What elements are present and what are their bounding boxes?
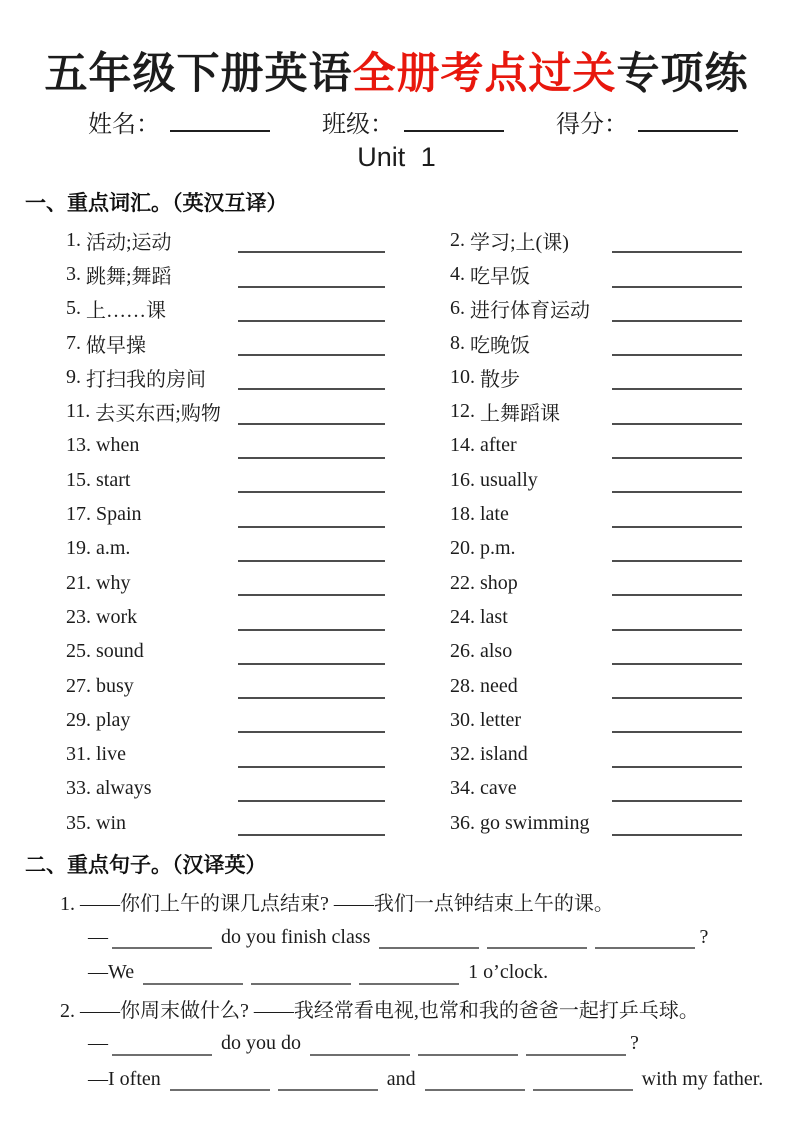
- vocab-item: [450, 360, 766, 394]
- vocab-item-term: shop: [480, 571, 518, 594]
- vocab-item-term: last: [480, 605, 508, 628]
- answer-blank-line: [112, 1038, 212, 1056]
- doc-title-highlight: 全册考点过关: [352, 50, 617, 98]
- vocab-item: [66, 223, 386, 257]
- answer-text: —: [88, 925, 108, 948]
- vocab-answer-blank-line: [612, 491, 742, 493]
- vocab-answer-blank-line: [612, 457, 742, 459]
- vocab-item-number: 3.: [66, 262, 81, 285]
- vocab-item: [66, 394, 386, 428]
- vocab-item: [66, 669, 386, 703]
- name-blank-line: [170, 116, 270, 132]
- answer-blank-line: [595, 931, 695, 949]
- vocab-answer-blank-line: [612, 663, 742, 665]
- vocab-answer-blank-line: [238, 526, 385, 528]
- vocab-item-term: 学习;上(课): [470, 231, 569, 254]
- vocab-item-term: island: [480, 743, 528, 766]
- vocab-item-term: usually: [480, 468, 538, 491]
- vocab-answer-blank-line: [612, 731, 742, 733]
- vocab-item-number: 36.: [450, 811, 475, 834]
- vocab-item-number: 7.: [66, 331, 81, 354]
- vocab-item-number: 18.: [450, 503, 475, 526]
- vocab-item: [450, 463, 766, 497]
- question-prompt-text: 1. ——你们上午的课几点结束? ——我们一点钟结束上午的课。: [60, 893, 614, 916]
- unit-title: Unit 1: [357, 142, 436, 172]
- vocab-item-number: 2.: [450, 228, 465, 251]
- answer-text: ?: [630, 1032, 639, 1055]
- vocab-item-term: 上舞蹈课: [480, 403, 560, 426]
- vocab-item-number: 23.: [66, 605, 91, 628]
- score-blank-line: [638, 116, 738, 132]
- vocab-item-number: 33.: [66, 777, 91, 800]
- vocab-item-number: 34.: [450, 777, 475, 800]
- vocab-answer-blank-line: [612, 423, 742, 425]
- vocab-answer-blank-line: [238, 834, 385, 836]
- vocab-item: [66, 257, 386, 291]
- vocab-section-heading: 一、重点词汇。（英汉互译）: [25, 192, 288, 215]
- vocab-item: [66, 326, 386, 360]
- doc-title: [0, 40, 793, 101]
- vocab-item: [450, 292, 766, 326]
- vocab-item-term: when: [96, 434, 140, 457]
- question-prompt: [60, 991, 787, 1027]
- vocab-item-number: 10.: [450, 365, 475, 388]
- vocab-item-number: 28.: [450, 674, 475, 697]
- answer-blank-line: [418, 1038, 518, 1056]
- answer-line: [88, 955, 787, 991]
- answer-text: ?: [699, 925, 709, 948]
- vocab-item: [450, 772, 766, 806]
- vocab-item-term: busy: [96, 674, 134, 697]
- answer-blank-line: [379, 931, 479, 949]
- vocab-item-number: 14.: [450, 434, 475, 457]
- answer-line: [88, 1026, 787, 1062]
- vocab-item: [66, 429, 386, 463]
- score-label: 得分：: [556, 112, 628, 138]
- vocab-item: [450, 532, 766, 566]
- vocab-item-term: 做早操: [86, 334, 146, 357]
- vocab-item: [450, 600, 766, 634]
- vocab-item-term: 吃晚饭: [470, 334, 530, 357]
- vocab-item-number: 11.: [66, 400, 91, 423]
- vocab-item-number: 22.: [450, 571, 475, 594]
- vocab-answer-blank-line: [238, 423, 385, 425]
- vocab-item: [66, 566, 386, 600]
- class-label: 班级：: [322, 112, 394, 138]
- vocab-item-term: 跳舞;舞蹈: [86, 265, 172, 288]
- vocab-item: [66, 497, 386, 531]
- answer-text: do you do: [216, 1032, 306, 1055]
- vocab-answer-blank-line: [612, 560, 742, 562]
- vocab-item: [450, 257, 766, 291]
- vocab-item: [450, 497, 766, 531]
- answer-text: 1 o’clock.: [463, 961, 549, 984]
- vocab-item-term: 上……课: [86, 300, 166, 323]
- doc-title-suffix: 专项练: [616, 50, 749, 98]
- vocab-item: [66, 806, 386, 840]
- vocab-answer-blank-line: [612, 766, 742, 768]
- vocab-item: [450, 326, 766, 360]
- vocab-item: [450, 737, 766, 771]
- vocab-answer-blank-line: [238, 457, 385, 459]
- vocab-item-term: after: [480, 434, 517, 457]
- name-label: 姓名：: [88, 112, 160, 138]
- answer-blank-line: [278, 1073, 378, 1091]
- vocab-item-term: late: [480, 503, 509, 526]
- vocab-answer-blank-line: [612, 834, 742, 836]
- vocab-item-number: 9.: [66, 365, 81, 388]
- answer-line: [88, 920, 787, 956]
- vocab-item-number: 16.: [450, 468, 475, 491]
- vocab-answer-blank-line: [238, 491, 385, 493]
- question-prompt-text: 2. ——你周末做什么? ——我经常看电视,也常和我的爸爸一起打乒乓球。: [60, 999, 699, 1022]
- vocab-item-number: 32.: [450, 743, 475, 766]
- vocab-item: [450, 394, 766, 428]
- vocab-answer-blank-line: [238, 594, 385, 596]
- vocab-item: [450, 429, 766, 463]
- vocab-item-term: work: [96, 605, 138, 628]
- vocab-item: [66, 737, 386, 771]
- vocab-item-term: go swimming: [480, 811, 590, 834]
- vocab-item-number: 5.: [66, 297, 81, 320]
- vocab-item-number: 4.: [450, 262, 465, 285]
- answer-blank-line: [170, 1073, 270, 1091]
- vocab-answer-blank-line: [238, 560, 385, 562]
- vocab-item-term: cave: [480, 777, 517, 800]
- question-prompt: [60, 884, 787, 920]
- vocab-item-number: 25.: [66, 640, 91, 663]
- vocab-item-term: why: [96, 571, 131, 594]
- vocab-item: [66, 463, 386, 497]
- vocab-item-term: always: [96, 777, 152, 800]
- vocab-item-number: 24.: [450, 605, 475, 628]
- vocab-item-term: p.m.: [480, 537, 516, 560]
- doc-title-prefix: 五年级下册英语: [44, 50, 353, 98]
- vocab-answer-blank-line: [238, 388, 385, 390]
- vocab-item: [450, 635, 766, 669]
- vocab-item-term: win: [96, 811, 126, 834]
- vocab-item-number: 31.: [66, 743, 91, 766]
- vocab-answer-blank-line: [612, 800, 742, 802]
- vocab-item: [66, 635, 386, 669]
- answer-text: —I often: [88, 1067, 166, 1090]
- answer-blank-line: [359, 967, 459, 985]
- vocab-answer-blank-line: [238, 320, 385, 322]
- vocab-item: [66, 703, 386, 737]
- vocab-grid: [66, 223, 766, 840]
- answer-blank-line: [425, 1073, 525, 1091]
- vocab-item: [450, 703, 766, 737]
- answer-blank-line: [112, 931, 212, 949]
- vocab-item-term: 散步: [480, 368, 520, 391]
- vocab-item-number: 6.: [450, 297, 465, 320]
- vocab-item-number: 1.: [66, 228, 81, 251]
- vocab-answer-blank-line: [612, 526, 742, 528]
- vocab-item-number: 27.: [66, 674, 91, 697]
- vocab-answer-blank-line: [612, 629, 742, 631]
- class-blank-line: [404, 116, 504, 132]
- vocab-item: [450, 806, 766, 840]
- vocab-item-number: 26.: [450, 640, 475, 663]
- answer-blank-line: [310, 1038, 410, 1056]
- vocab-item-term: 打扫我的房间: [86, 368, 206, 391]
- vocab-item-term: 进行体育运动: [470, 300, 590, 323]
- answer-text: and: [381, 1067, 421, 1090]
- vocab-item: [450, 669, 766, 703]
- vocab-item-term: play: [96, 708, 131, 731]
- vocab-item-number: 12.: [450, 400, 475, 423]
- vocab-answer-blank-line: [238, 697, 385, 699]
- vocab-item: [66, 772, 386, 806]
- vocab-item: [66, 600, 386, 634]
- vocab-answer-blank-line: [238, 663, 385, 665]
- vocab-item-number: 19.: [66, 537, 91, 560]
- vocab-item: [450, 223, 766, 257]
- vocab-item: [66, 532, 386, 566]
- sentence-section-heading: 二、重点句子。（汉译英）: [25, 854, 267, 877]
- vocab-item-number: 21.: [66, 571, 91, 594]
- vocab-item: [450, 566, 766, 600]
- vocab-item-number: 13.: [66, 434, 91, 457]
- vocab-item-number: 17.: [66, 503, 91, 526]
- vocab-item: [66, 360, 386, 394]
- vocab-answer-blank-line: [612, 320, 742, 322]
- vocab-answer-blank-line: [612, 286, 742, 288]
- vocab-answer-blank-line: [612, 354, 742, 356]
- vocab-item-term: a.m.: [96, 537, 131, 560]
- vocab-answer-blank-line: [238, 251, 385, 253]
- answer-blank-line: [533, 1073, 633, 1091]
- vocab-item-term: need: [480, 674, 518, 697]
- vocab-answer-blank-line: [612, 251, 742, 253]
- vocab-item-term: live: [96, 743, 126, 766]
- answer-blank-line: [487, 931, 587, 949]
- vocab-item-term: 去买东西;购物: [95, 403, 221, 426]
- vocab-item-number: 20.: [450, 537, 475, 560]
- vocab-item-number: 15.: [66, 468, 91, 491]
- vocab-answer-blank-line: [612, 594, 742, 596]
- vocab-answer-blank-line: [612, 697, 742, 699]
- vocab-item-term: 活动;运动: [86, 231, 172, 254]
- vocab-item-number: 8.: [450, 331, 465, 354]
- answer-blank-line: [526, 1038, 626, 1056]
- vocab-answer-blank-line: [238, 629, 385, 631]
- sentence-section: [60, 884, 787, 1097]
- answer-text: —: [88, 1032, 108, 1055]
- vocab-item-term: sound: [96, 640, 144, 663]
- vocab-answer-blank-line: [238, 800, 385, 802]
- vocab-answer-blank-line: [238, 731, 385, 733]
- vocab-answer-blank-line: [612, 388, 742, 390]
- score-field: [556, 104, 738, 139]
- vocab-answer-blank-line: [238, 766, 385, 768]
- vocab-item-term: also: [480, 640, 513, 663]
- answer-text: —We: [88, 961, 140, 984]
- vocab-answer-blank-line: [238, 286, 385, 288]
- vocab-item-term: Spain: [96, 503, 142, 526]
- answer-blank-line: [251, 967, 351, 985]
- class-field: [322, 104, 504, 139]
- vocab-item-number: 30.: [450, 708, 475, 731]
- vocab-answer-blank-line: [238, 354, 385, 356]
- answer-line: [88, 1062, 787, 1098]
- answer-text: with my father.: [636, 1067, 764, 1090]
- vocab-item-number: 35.: [66, 811, 91, 834]
- answer-text: do you finish class: [216, 925, 376, 948]
- vocab-item: [66, 292, 386, 326]
- vocab-item-term: 吃早饭: [470, 265, 530, 288]
- answer-blank-line: [143, 967, 243, 985]
- vocab-item-term: letter: [480, 708, 522, 731]
- student-info-row: [88, 104, 738, 139]
- vocab-item-number: 29.: [66, 708, 91, 731]
- vocab-item-term: start: [96, 468, 131, 491]
- name-field: [88, 104, 270, 139]
